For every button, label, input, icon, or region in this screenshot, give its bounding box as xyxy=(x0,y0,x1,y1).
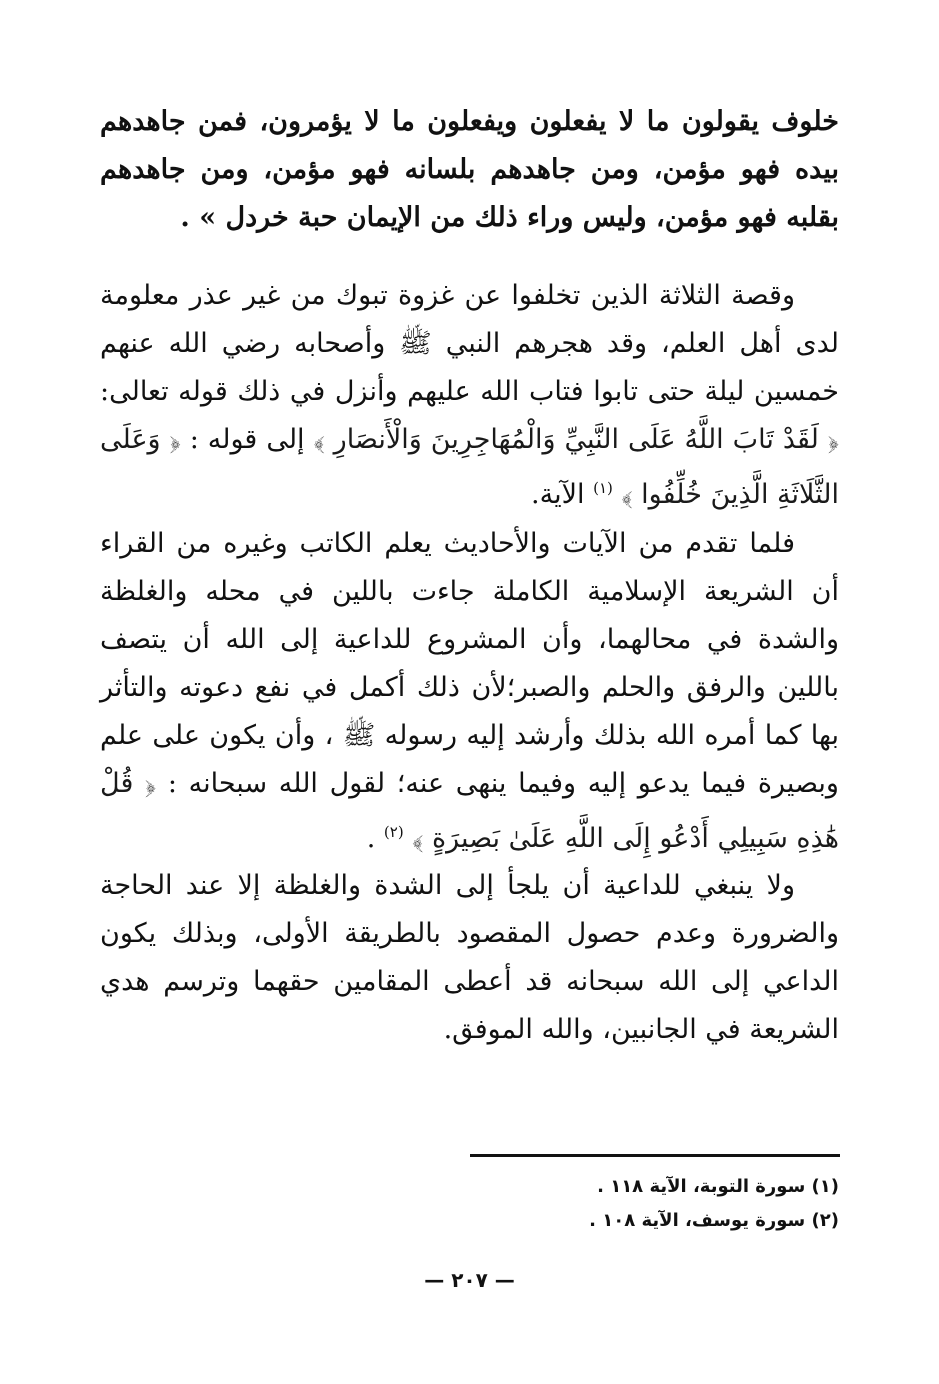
story-text-middle: إلى قوله : xyxy=(189,424,305,455)
footnote-2: (٢) سورة يوسف، الآية ١٠٨ . xyxy=(589,1210,839,1231)
quran-verse-yusuf-108: ﴿ قُلْ هَٰذِهِ سَبِيلِي أَدْعُو إِلَى اللَّهِ عَلَىٰ بَصِيرَةٍ ﴾ xyxy=(100,768,839,854)
advice-paragraph xyxy=(100,862,839,1054)
conclusion-paragraph xyxy=(100,520,839,863)
page-number: — ٢٠٧ — xyxy=(424,1268,515,1292)
footnotes xyxy=(589,1170,839,1238)
footnote-1: (١) سورة التوبة، الآية ١١٨ . xyxy=(597,1176,839,1197)
story-text-before: وقصة الثلاثة الذين تخلفوا عن غزوة تبوك من غير عذر معلومة لدى أهل العلم، وقد هجرهم النبي ﷺ وأصحابه رضي الله عنهم خمسين ليلة حتى تابوا فتاب الله عليهم وأنزل في ذلك قوله تعالى: xyxy=(100,280,839,407)
conclusion-text-after: . xyxy=(366,823,376,854)
story-paragraph xyxy=(100,272,839,519)
story-text-after: الآية. xyxy=(531,479,585,510)
footnote-ref-1[interactable]: (١) xyxy=(593,479,613,497)
conclusion-text-before: فلما تقدم من الآيات والأحاديث يعلم الكاتب وغيره من القراء أن الشريعة الإسلامية الكاملة جاءت باللين في محله والغلظة والشدة في محالهما، وأن المشروع للداعية إلى الله أن يتصف باللين والرفق والحلم والصبر؛لأن ذلك أكمل في نفع دعوته والتأثر بها كما أمره الله بذلك وأرشد إليه رسوله ﷺ ، وأن يكون على علم وبصيرة فيما يدعو إليه وفيما ينهى عنه؛ لقول الله سبحانه : xyxy=(100,528,839,799)
quran-verse-tawbah-118: ﴿ وَعَلَى الثَّلَاثَةِ الَّذِينَ خُلِّفُوا ﴾ xyxy=(100,424,839,510)
advice-text: ولا ينبغي للداعية أن يلجأ إلى الشدة والغلظة إلا عند الحاجة والضرورة وعدم حصول المقصود بالطريقة الأولى، وبذلك يكون الداعي إلى الله سبحانه قد أعطى المقامين حقهما وترسم هدي الشريعة في الجانبين، والله الموفق. xyxy=(100,870,839,1045)
footnote-divider xyxy=(470,1154,840,1157)
footnote-ref-2[interactable]: (٢) xyxy=(383,823,404,841)
hadith-paragraph xyxy=(100,98,839,242)
hadith-text: خلوف يقولون ما لا يفعلون ويفعلون ما لا يؤمرون، فمن جاهدهم بيده فهو مؤمن، ومن جاهدهم بلسانه فهو مؤمن، ومن جاهدهم بقلبه فهو مؤمن، وليس وراء ذلك من الإيمان حبة خردل » . xyxy=(100,106,839,233)
quran-verse-tawbah-117: ﴿ لَقَدْ تَابَ اللَّهُ عَلَى النَّبِيِّ وَالْمُهَاجِرِينَ وَالْأَنصَارِ ﴾ xyxy=(313,424,839,455)
